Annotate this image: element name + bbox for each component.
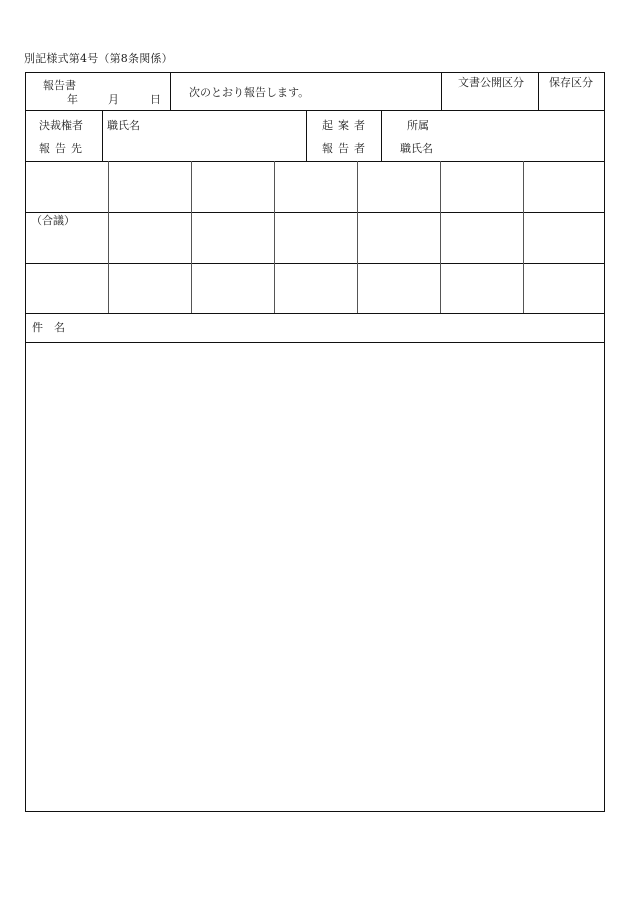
report-form <box>25 72 605 812</box>
subject-body-area <box>26 343 604 809</box>
header-divider-statement <box>170 73 171 110</box>
report-label: 報告書 <box>43 79 76 92</box>
row-divider-header <box>26 110 604 111</box>
drafter-label: 起案者 <box>322 119 370 132</box>
reporter-label: 報告者 <box>322 142 370 155</box>
drafter-position-name-label: 職氏名 <box>400 142 433 155</box>
parties-divider-drafter <box>306 110 307 161</box>
row-divider-grid-2 <box>26 263 604 264</box>
grid-column-line-5 <box>440 161 441 313</box>
grid-column-line-3 <box>274 161 275 313</box>
subject-label: 件 名 <box>32 321 65 334</box>
parties-divider-name <box>102 110 103 161</box>
grid-column-line-1 <box>108 161 109 313</box>
date-year: 年 <box>67 93 78 106</box>
authority-label: 決裁権者 <box>39 119 83 132</box>
row-divider-grid-1 <box>26 212 604 213</box>
row-divider-grid-3 <box>26 313 604 314</box>
retention-category-label: 保存区分 <box>549 76 593 89</box>
report-statement: 次のとおり報告します。 <box>189 86 310 99</box>
row-divider-parties <box>26 161 604 162</box>
disclosure-category-label: 文書公開区分 <box>458 76 524 89</box>
parties-divider-affiliation <box>381 110 382 161</box>
grid-column-line-4 <box>357 161 358 313</box>
consultation-label: （合議） <box>31 214 75 227</box>
date-month: 月 <box>108 93 119 106</box>
header-divider-retention <box>538 73 539 110</box>
affiliation-label: 所属 <box>407 119 429 132</box>
header-divider-disclosure <box>441 73 442 110</box>
form-caption: 別記様式第4号（第8条関係） <box>24 52 173 65</box>
report-to-label: 報告先 <box>39 142 87 155</box>
grid-column-line-2 <box>191 161 192 313</box>
date-day: 日 <box>150 93 161 106</box>
grid-column-line-6 <box>523 161 524 313</box>
position-name-label: 職氏名 <box>107 119 140 132</box>
